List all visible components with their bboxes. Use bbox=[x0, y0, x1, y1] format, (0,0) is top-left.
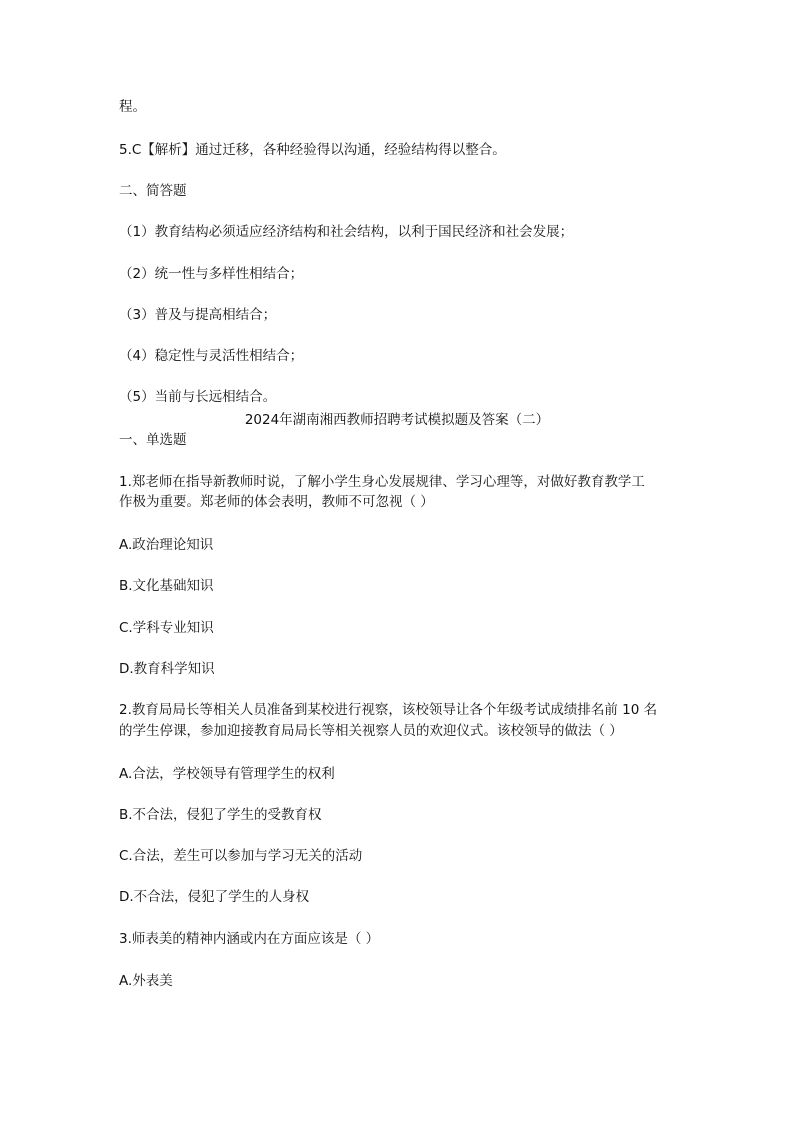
section-heading-short-answer: 二、简答题 bbox=[119, 183, 187, 199]
question-stem: 作极为重要。郑老师的体会表明，教师不可忽视（ ） bbox=[119, 494, 434, 510]
question-stem: 3.师表美的精神内涵或内在方面应该是（ ） bbox=[119, 931, 380, 947]
answer-item: （2）统一性与多样性相结合； bbox=[119, 266, 304, 282]
option: A.外表美 bbox=[119, 973, 173, 989]
answer-5: 5.C【解析】通过迁移，各种经验得以沟通，经验结构得以整合。 bbox=[119, 142, 506, 158]
question-stem: 2.教育局局长等相关人员准备到某校进行视察，该校领导让各个年级考试成绩排名前 10 名 bbox=[119, 702, 658, 718]
option: B.文化基础知识 bbox=[119, 578, 214, 594]
document-title: 2024年湖南湘西教师招聘考试模拟题及答案（二） bbox=[244, 412, 550, 428]
question-stem: 1.郑老师在指导新教师时说，了解小学生身心发展规律、学习心理等，对做好教育教学工 bbox=[119, 474, 645, 490]
answer-item: （5）当前与长远相结合。 bbox=[119, 389, 277, 405]
option: D.教育科学知识 bbox=[119, 661, 215, 677]
option: D.不合法，侵犯了学生的人身权 bbox=[119, 889, 310, 905]
option: A.政治理论知识 bbox=[119, 537, 214, 553]
continued-text: 程。 bbox=[119, 99, 146, 115]
section-heading-single-choice: 一、单选题 bbox=[119, 432, 187, 448]
option: A.合法，学校领导有管理学生的权利 bbox=[119, 766, 335, 782]
answer-item: （4）稳定性与灵活性相结合； bbox=[119, 348, 304, 364]
option: B.不合法，侵犯了学生的受教育权 bbox=[119, 807, 322, 823]
option: C.学科专业知识 bbox=[119, 620, 214, 636]
answer-item: （1）教育结构必须适应经济结构和社会结构，以利于国民经济和社会发展； bbox=[119, 224, 574, 240]
question-stem: 的学生停课，参加迎接教育局局长等相关视察人员的欢迎仪式。该校领导的做法（ ） bbox=[119, 723, 623, 739]
option: C.合法，差生可以参加与学习无关的活动 bbox=[119, 848, 363, 864]
answer-item: （3）普及与提高相结合； bbox=[119, 307, 277, 323]
